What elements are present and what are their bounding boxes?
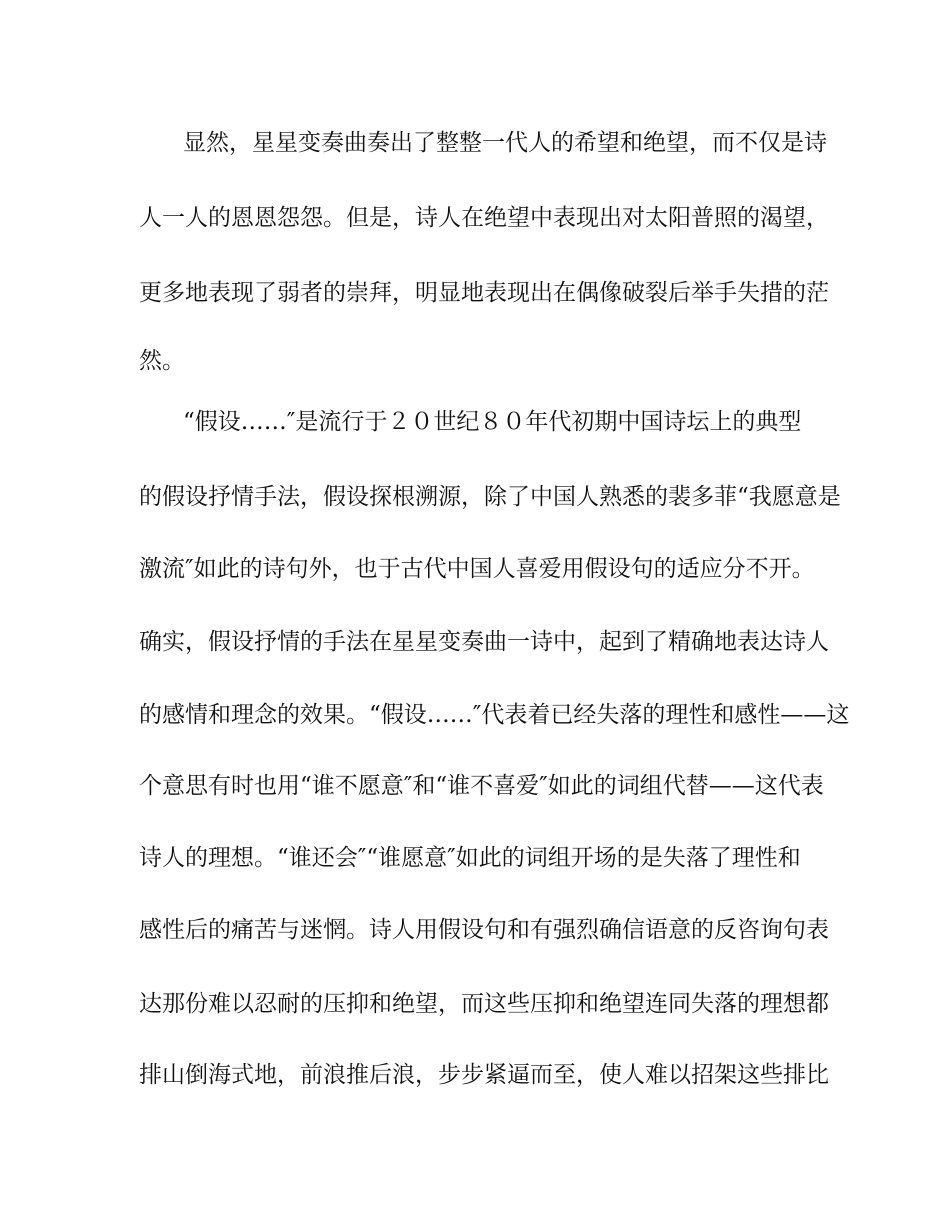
paragraph-2-line-6: 个意思有时也用“谁不愿意″和“谁不喜爱″如此的词组代替——这代表	[139, 773, 824, 799]
paragraph-2-line-8: 感性后的痛苦与迷惘。诗人用假设句和有强烈确信语意的反咨询句表	[139, 917, 829, 943]
paragraph-2-line-2: 的假设抒情手法，假设探根溯源，除了中国人熟悉的裴多菲“我愿意是	[139, 484, 841, 510]
paragraph-2-line-1: “假设……″是流行于２０世纪８０年代初期中国诗坛上的典型	[183, 409, 802, 435]
paragraph-2-line-10: 排山倒海式地，前浪推后浪，步步紧逼而至，使人难以招架这些排比	[139, 1062, 829, 1088]
paragraph-1-line-2: 人一人的恩恩怨怨。但是，诗人在绝望中表现出对太阳普照的渴望，	[139, 205, 829, 231]
paragraph-2-line-9: 达那份难以忍耐的压抑和绝望，而这些压抑和绝望连同失落的理想都	[139, 991, 829, 1017]
paragraph-1-line-3: 更多地表现了弱者的崇拜，明显地表现出在偶像破裂后举手失措的茫	[139, 280, 829, 306]
paragraph-2-line-3: 激流″如此的诗句外，也于古代中国人喜爱用假设句的适应分不开。	[139, 556, 815, 582]
paragraph-1-line-4: 然。	[139, 348, 185, 374]
paragraph-1-line-1: 显然，星星变奏曲奏出了整整一代人的希望和绝望，而不仅是诗	[183, 130, 827, 156]
paragraph-2-line-5: 的感情和理念的效果。“假设……″代表着已经失落的理性和感性——这	[139, 702, 850, 728]
paragraph-2-line-4: 确实，假设抒情的手法在星星变奏曲一诗中，起到了精确地表达诗人	[139, 629, 829, 655]
paragraph-2-line-7: 诗人的理想。“谁还会″“谁愿意″如此的词组开场的是失落了理性和	[139, 845, 801, 871]
